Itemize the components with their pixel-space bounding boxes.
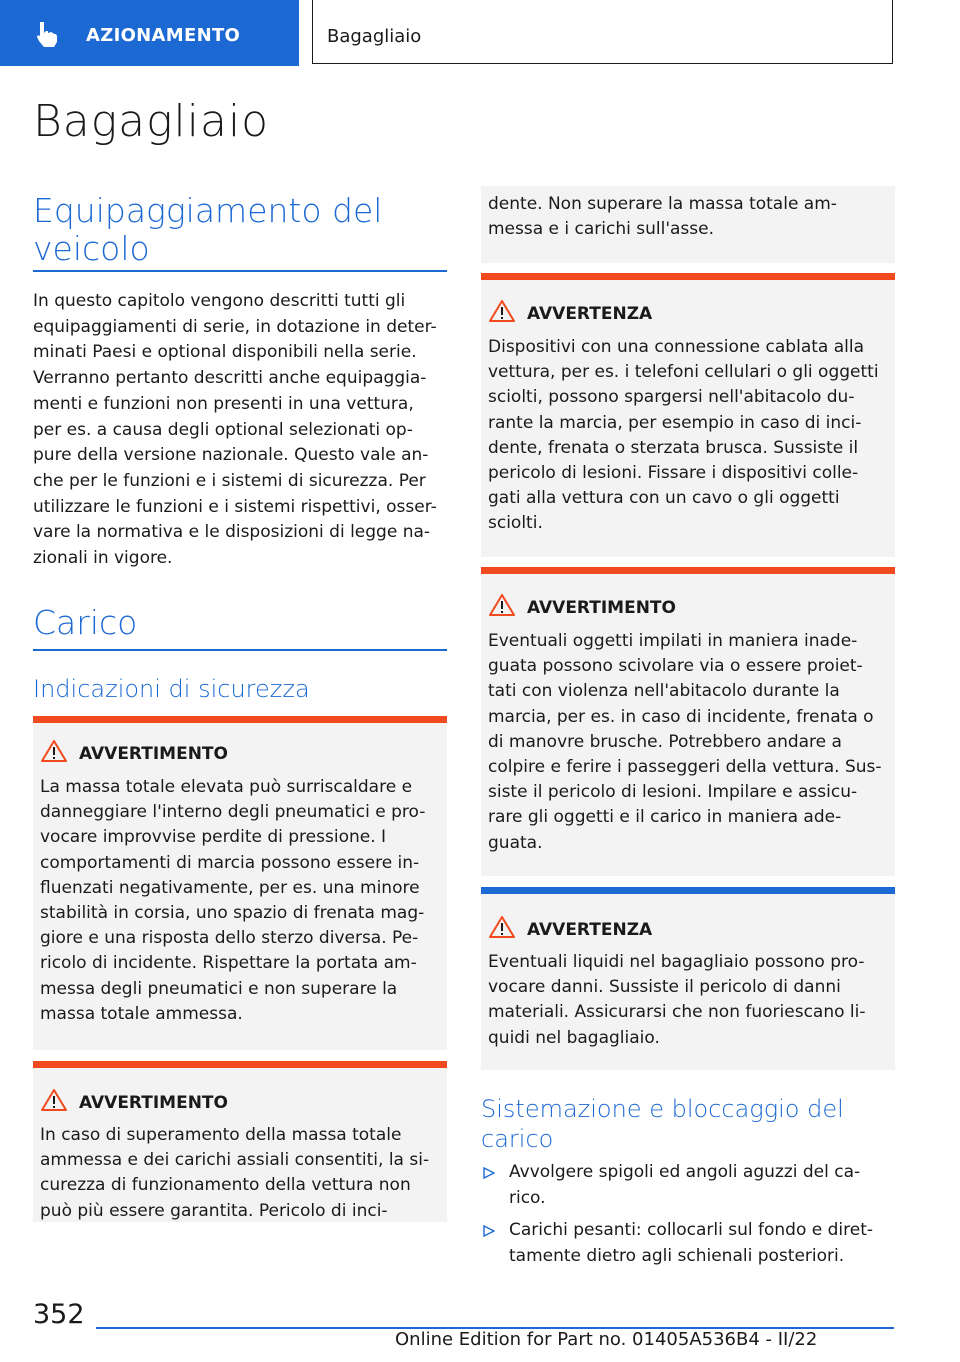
text-line: Dispositivi con una connessione cablata alla: [488, 337, 865, 357]
warning-triangle-icon: [489, 594, 515, 616]
list-item: [481, 1218, 891, 1269]
text-line: ammessa e dei carichi assiali consentiti, la si-: [40, 1150, 430, 1171]
text-line: rare gli oggetti e il carico in maniera ade-: [488, 807, 842, 828]
heading-indicazioni: Indicazioni di sicurezza: [33, 675, 310, 703]
divider: [33, 649, 447, 651]
equip-paragraph: [33, 289, 453, 572]
page-title: Bagagliaio: [33, 96, 270, 147]
text-line: Eventuali oggetti impilati in maniera inade-: [488, 631, 858, 651]
section-tab[interactable]: [0, 0, 299, 66]
text-line: rico.: [509, 1187, 546, 1208]
warning-box: [481, 567, 895, 876]
text-line: tati con violenza nell'abitacolo durante la: [488, 681, 840, 702]
text-line: per es. a causa degli optional selezionati op-: [33, 419, 413, 440]
warning-triangle-icon: [41, 740, 67, 762]
list-item: [481, 1160, 891, 1211]
text-line: gati alla vettura con un cavo o gli oggetti: [488, 488, 840, 509]
text-line: danneggiare l'interno degli pneumatici e pro-: [40, 802, 426, 823]
text-line: giore e una risposta dello sterzo diversa. Pe-: [40, 928, 419, 949]
topic-box: [312, 0, 893, 64]
warning-bar: [481, 273, 895, 280]
text-line: vettura, per es. i telefoni cellulari o gli oggetti: [488, 362, 879, 383]
text-line: Avvolgere spigoli ed angoli aguzzi del ca-: [509, 1162, 861, 1182]
text-line: sciolti.: [488, 513, 543, 534]
topic-label: Bagagliaio: [327, 26, 422, 47]
footer-edition: Online Edition for Part no. 01405A536B4 - II/22: [395, 1329, 818, 1350]
text-line: utilizzare le funzioni e i sistemi rispettivi, osser-: [33, 496, 437, 517]
warning-title: AVVERTIMENTO: [79, 1093, 228, 1113]
heading-equipaggiamento: Equipaggiamento del veicolo: [33, 191, 383, 268]
warning-body: [40, 775, 441, 1027]
list-item-text: [509, 1218, 891, 1269]
text-line: menti e funzioni non presenti in una vettura,: [33, 393, 414, 414]
warning-triangle-icon: [489, 300, 515, 322]
triangle-bullet-icon: [483, 1167, 495, 1179]
warning-bar: [33, 716, 447, 723]
triangle-bullet-icon: [483, 1225, 495, 1237]
text-line: guata.: [488, 832, 543, 853]
text-line: zionali in vigore.: [33, 548, 173, 569]
warning-continuation: [481, 186, 895, 263]
text-line: di manovre brusche. Potrebbero andare a: [488, 731, 842, 752]
text-line: comportamenti di marcia possono essere in-: [40, 852, 420, 873]
text-line: messa degli pneumatici e non superare la: [40, 978, 398, 999]
text-line: vocare danni. Sussiste il pericolo di danni: [488, 977, 841, 998]
notice-body: [488, 950, 889, 1051]
section-label: AZIONAMENTO: [86, 25, 241, 46]
text-line: vare la normativa e le disposizioni di legge na-: [33, 522, 431, 543]
warning-title: AVVERTENZA: [527, 304, 653, 324]
warning-title: AVVERTIMENTO: [79, 744, 228, 764]
warning-body: [488, 629, 889, 856]
warning-box: [33, 1061, 447, 1222]
text-line: In caso di superamento della massa totale: [40, 1125, 402, 1145]
warning-triangle-icon: [489, 916, 515, 938]
text-line: che per le funzioni e i sistemi di sicurezza. Per: [33, 470, 426, 491]
warning-body: [40, 1123, 441, 1224]
warning-triangle-icon: [41, 1089, 67, 1111]
notice-box: [481, 887, 895, 1070]
text-line: sciolti, possono spargersi nell'abitacolo du-: [488, 387, 855, 408]
text-line: vocare improvvise perdite di pressione. I: [40, 827, 387, 848]
text-line: rante la marcia, per esempio in caso di inci-: [488, 412, 862, 433]
text-line: equipaggiamenti di serie, in dotazione in deter-: [33, 316, 437, 337]
text-line: minati Paesi e optional disponibili nella serie.: [33, 342, 417, 363]
text-line: può più essere garantita. Pericolo di inci-: [40, 1200, 388, 1221]
text-line: massa totale ammessa.: [40, 1003, 243, 1024]
text-line: guata possono scivolare via o essere proiet-: [488, 656, 863, 677]
warning-body: [488, 192, 889, 242]
text-line: Eventuali liquidi nel bagagliaio possono pro-: [488, 952, 865, 972]
notice-title: AVVERTENZA: [527, 920, 653, 940]
divider: [33, 270, 447, 272]
text-line: dente, frenata o sterzata brusca. Sussiste il: [488, 437, 859, 458]
warning-title: AVVERTIMENTO: [527, 598, 676, 618]
text-line: pure della versione nazionale. Questo vale an-: [33, 445, 429, 466]
hand-icon: [34, 20, 60, 48]
warning-box: [481, 273, 895, 557]
text-line: colpire e ferire i passeggeri della vettura. Sus-: [488, 757, 882, 778]
text-line: marcia, per es. in caso di incidente, frenata o: [488, 706, 874, 727]
text-line: quidi nel bagagliaio.: [488, 1027, 660, 1048]
page-number: 352: [33, 1299, 85, 1330]
text-line: messa e i carichi sull'asse.: [488, 219, 715, 240]
warning-bar: [33, 1061, 447, 1068]
text-line: tamente dietro agli schienali posteriori.: [509, 1245, 845, 1266]
text-line: La massa totale elevata può surriscaldare e: [40, 777, 413, 797]
text-line: curezza di funzionamento della vettura non: [40, 1175, 411, 1196]
text-line: materiali. Assicurarsi che non fuoriescano li-: [488, 1002, 866, 1023]
warning-body: [488, 335, 889, 537]
heading-sistemazione: Sistemazione e bloccaggio del carico: [481, 1095, 844, 1153]
text-line: siste il pericolo di lesioni. Impilare e assicu-: [488, 782, 858, 803]
heading-carico: Carico: [33, 603, 138, 642]
text-line: fluenzati negativamente, per es. una minore: [40, 877, 420, 898]
notice-bar: [481, 887, 895, 894]
text-line: Verranno pertanto descritti anche equipaggia-: [33, 368, 427, 389]
text-line: pericolo di lesioni. Fissare i dispositivi colle-: [488, 463, 859, 484]
text-line: Carichi pesanti: collocarli sul fondo e diret-: [509, 1220, 874, 1240]
list-item-text: [509, 1160, 891, 1211]
text-line: dente. Non superare la massa totale am-: [488, 194, 837, 214]
text-line: In questo capitolo vengono descritti tutti gli: [33, 291, 406, 311]
text-line: stabilità in corsia, uno spazio di frenata mag-: [40, 903, 425, 924]
text-line: ricolo di incidente. Rispettare la portata am-: [40, 953, 417, 974]
warning-box: [33, 716, 447, 1050]
warning-bar: [481, 567, 895, 574]
